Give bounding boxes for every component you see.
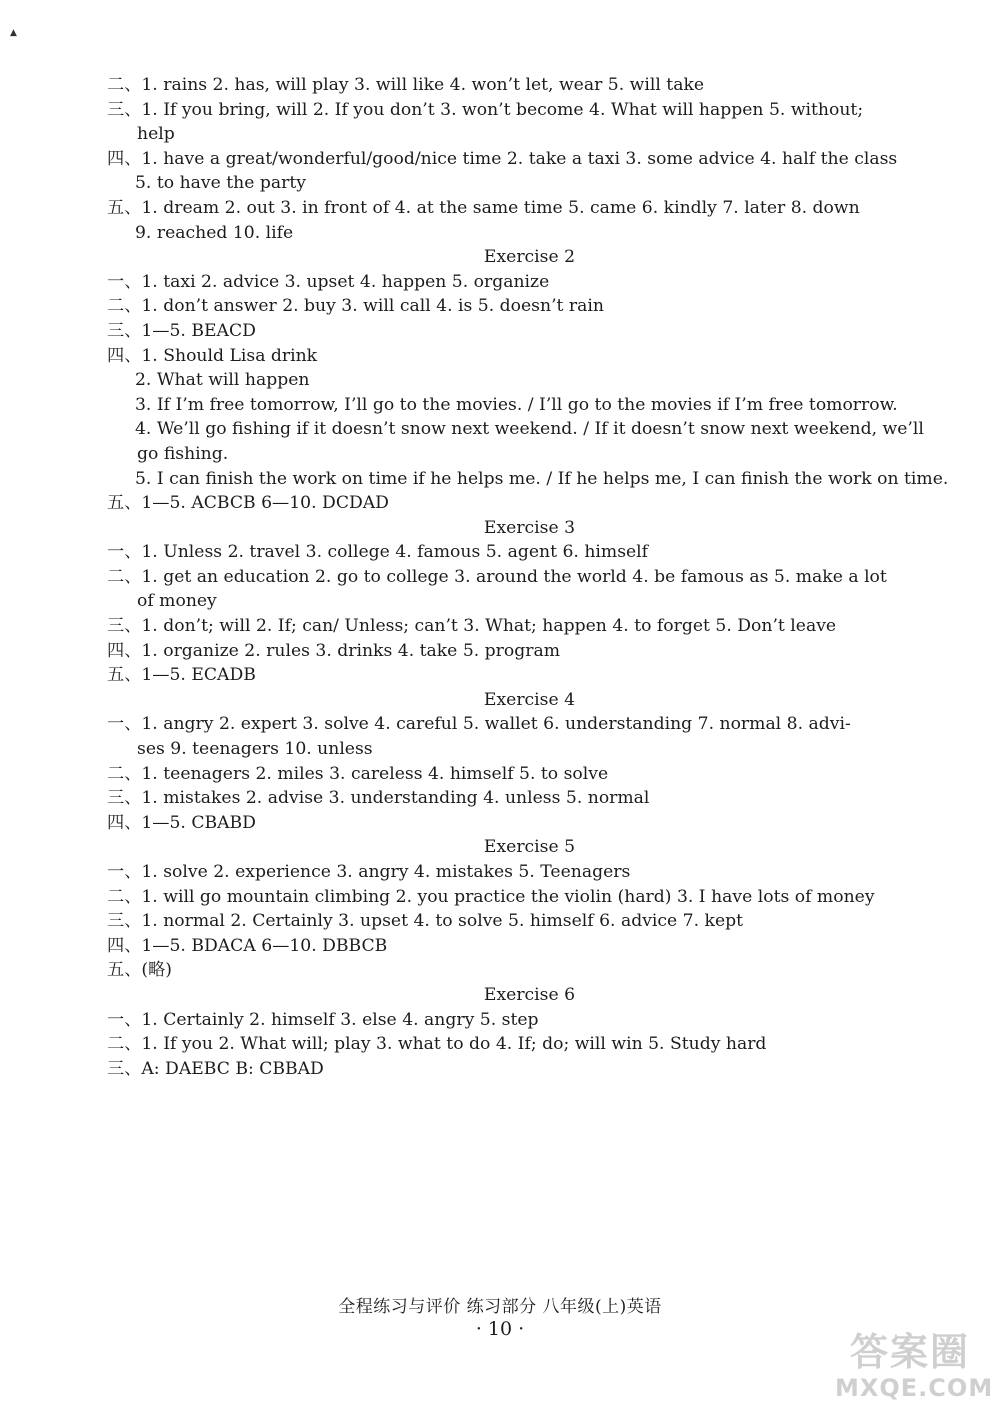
answer-line: 二、1. If you 2. What will; play 3. what to do 4. If; do; will win 5. Study hard bbox=[107, 1034, 767, 1055]
answer-line: ses 9. teenagers 10. unless bbox=[137, 739, 373, 760]
answer-line: 9. reached 10. life bbox=[135, 222, 294, 243]
answer-line: of money bbox=[137, 591, 217, 612]
answer-line: 三、1. normal 2. Certainly 3. upset 4. to solve 5. himself 6. advice 7. kept bbox=[107, 911, 744, 932]
answer-line: 五、1—5. ACBCB 6—10. DCDAD bbox=[107, 493, 389, 514]
answer-line: 四、1. have a great/wonderful/good/nice time 2. take a taxi 3. some advice 4. half the class bbox=[107, 148, 898, 169]
answer-line: 三、A: DAEBC B: CBBAD bbox=[107, 1058, 324, 1079]
answer-line: 四、1—5. BDACA 6—10. DBBCB bbox=[107, 935, 388, 956]
answer-line: 二、1. get an education 2. go to college 3. around the world 4. be famous as 5. make a lot bbox=[107, 566, 887, 587]
answer-line: 一、1. angry 2. expert 3. solve 4. careful 5. wallet 6. understanding 7. normal 8. advi- bbox=[107, 714, 851, 735]
answer-line: 四、1. organize 2. rules 3. drinks 4. take 5. program bbox=[107, 640, 561, 661]
answer-line: 五、1. dream 2. out 3. in front of 4. at the same time 5. came 6. kindly 7. later 8. down bbox=[107, 197, 860, 218]
answer-line: 一、1. Unless 2. travel 3. college 4. famous 5. agent 6. himself bbox=[107, 542, 649, 563]
watermark-text: 答案圈 bbox=[849, 1330, 970, 1374]
answer-line: 三、1. don’t; will 2. If; can/ Unless; can’t 3. What; happen 4. to forget 5. Don’t leave bbox=[107, 616, 837, 637]
answer-line: go fishing. bbox=[137, 443, 229, 464]
answer-line: 5. to have the party bbox=[135, 173, 306, 194]
footer-book-title: 全程练习与评价 练习部分 八年级(上)英语 bbox=[338, 1297, 662, 1317]
exercise-heading: Exercise 4 bbox=[483, 689, 576, 710]
answer-line: help bbox=[137, 124, 175, 145]
answer-line: 二、1. teenagers 2. miles 3. careless 4. himself 5. to solve bbox=[107, 763, 609, 784]
answer-line: 2. What will happen bbox=[135, 370, 310, 391]
answer-line: 四、1. Should Lisa drink bbox=[107, 345, 318, 366]
answer-line: 一、1. solve 2. experience 3. angry 4. mistakes 5. Teenagers bbox=[107, 862, 631, 882]
answer-line: 一、1. Certainly 2. himself 3. else 4. angry 5. step bbox=[107, 1009, 539, 1030]
answer-line: 三、1. If you bring, will 2. If you don’t 3. won’t become 4. What will happen 5. without; bbox=[107, 99, 864, 120]
answer-line: 五、(略) bbox=[107, 960, 172, 981]
answer-line: 三、1. mistakes 2. advise 3. understanding 4. unless 5. normal bbox=[107, 788, 650, 809]
exercise-heading: Exercise 6 bbox=[483, 984, 576, 1005]
corner-triangle-mark: ▲ bbox=[10, 28, 17, 38]
answer-line: 三、1—5. BEACD bbox=[107, 320, 256, 341]
answer-line: 4. We’ll go fishing if it doesn’t snow next weekend. / If it doesn’t snow next weekend, we’ll bbox=[135, 419, 924, 440]
watermark-logo bbox=[835, 1330, 994, 1410]
exercise-heading: Exercise 2 bbox=[483, 247, 576, 268]
page-number: · 10 · bbox=[475, 1318, 525, 1340]
exercise-heading: Exercise 3 bbox=[483, 517, 576, 538]
answer-line: 二、1. don’t answer 2. buy 3. will call 4. is 5. doesn’t rain bbox=[107, 296, 604, 317]
answer-line: 3. If I’m free tomorrow, I’ll go to the movies. / I’ll go to the movies if I’m free tomorrow. bbox=[135, 394, 898, 415]
answer-line: 二、1. rains 2. has, will play 3. will like 4. won’t let, wear 5. will take bbox=[107, 75, 705, 95]
answer-line: 五、1—5. ECADB bbox=[107, 665, 256, 686]
answer-line: 二、1. will go mountain climbing 2. you practice the violin (hard) 3. I have lots of money bbox=[107, 886, 875, 907]
answer-line: 5. I can finish the work on time if he helps me. / If he helps me, I can finish the work on time. bbox=[135, 468, 949, 489]
answer-line: 四、1—5. CBABD bbox=[107, 812, 256, 833]
answer-line: 一、1. taxi 2. advice 3. upset 4. happen 5. organize bbox=[107, 271, 550, 292]
answer-key-content bbox=[107, 73, 949, 1081]
watermark-url: MXQE.COM bbox=[835, 1374, 994, 1402]
exercise-heading: Exercise 5 bbox=[483, 837, 576, 858]
